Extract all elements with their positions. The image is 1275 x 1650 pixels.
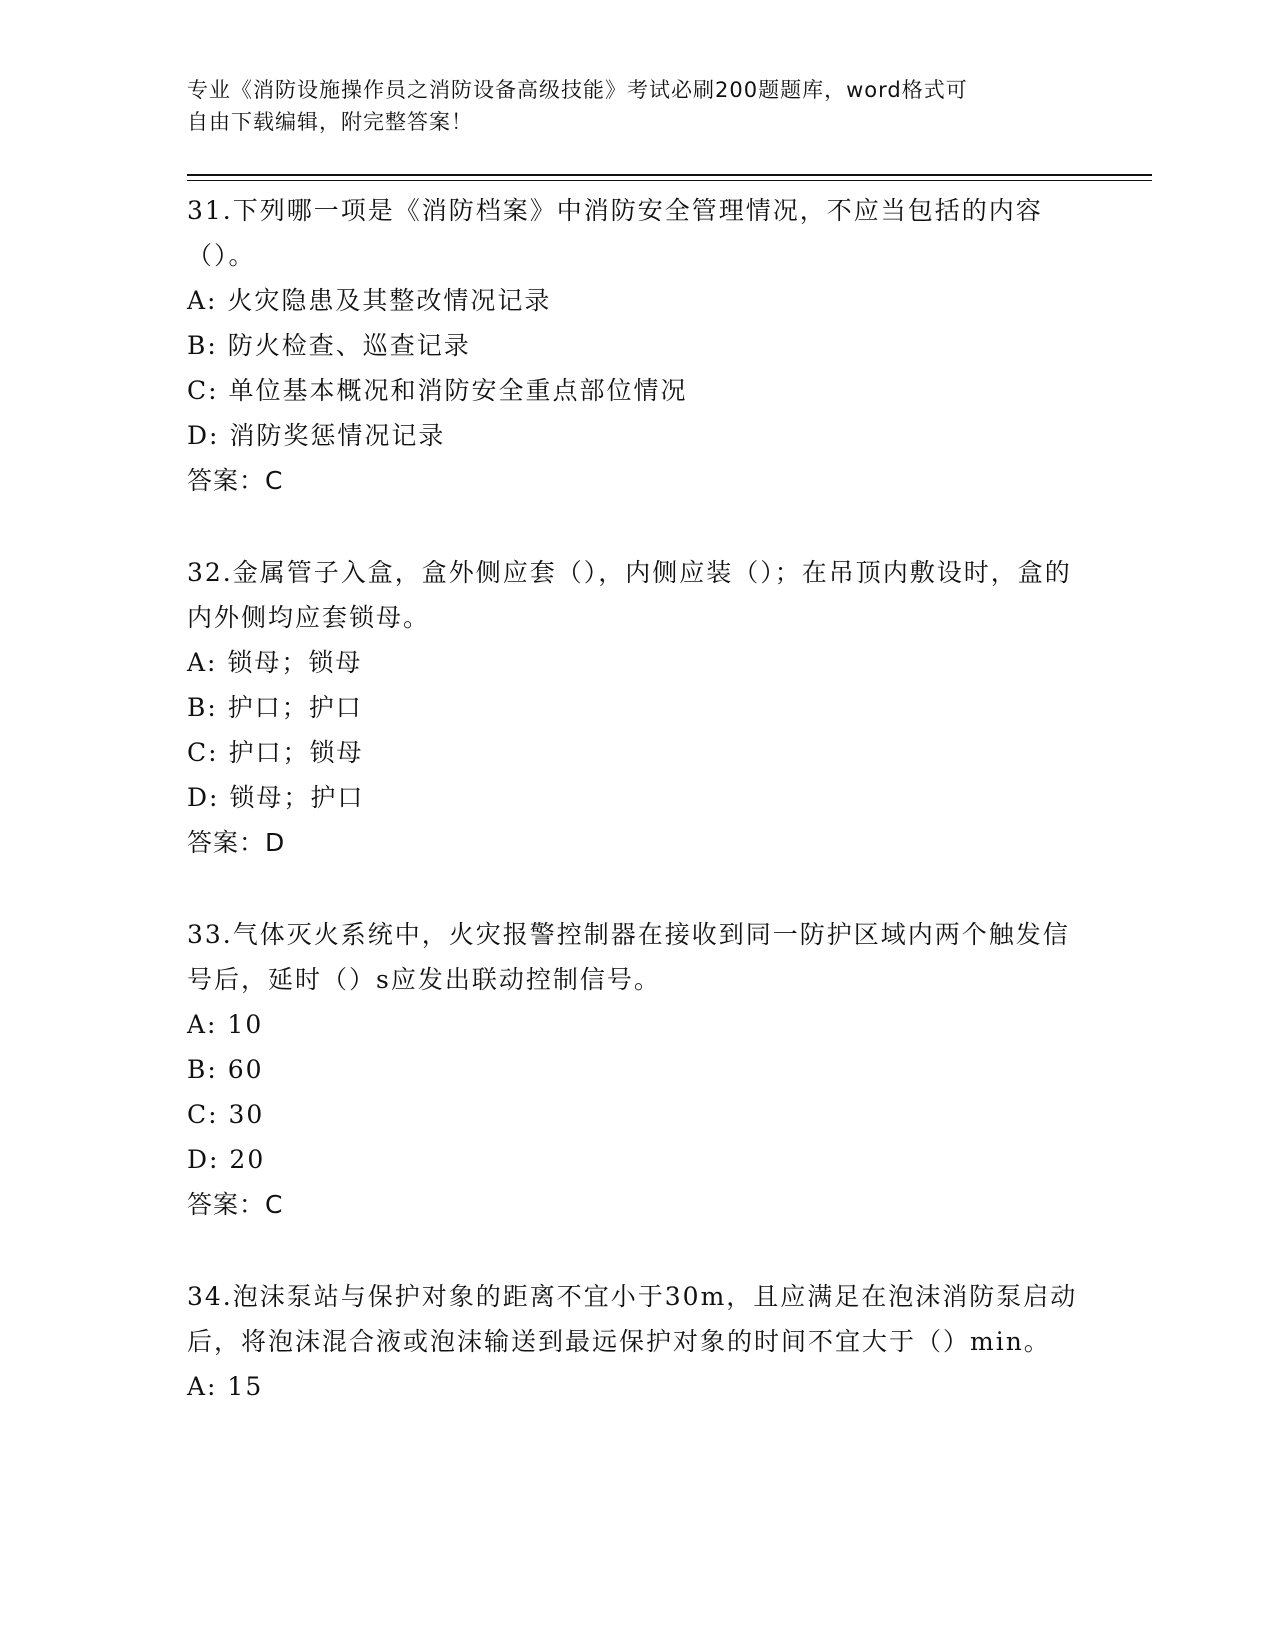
question-31: [187, 188, 1087, 503]
question-text: 31.下列哪一项是《消防档案》中消防安全管理情况，不应当包括的内容（）。: [187, 196, 1043, 270]
question-list: [187, 188, 1087, 1456]
option-b: B: 防火检查、巡查记录: [187, 331, 471, 360]
option-a: A: 锁母；锁母: [187, 648, 363, 677]
answer: 答案：C: [187, 1190, 284, 1219]
option-c: C: 单位基本概况和消防安全重点部位情况: [187, 376, 688, 405]
question-34: [187, 1274, 1087, 1409]
header-divider-thin: [187, 180, 1152, 181]
question-text: 32.金属管子入盒，盒外侧应套（），内侧应装（）；在吊顶内敷设时，盒的内外侧均应套锁母。: [187, 558, 1072, 632]
option-d: D: 20: [187, 1145, 266, 1174]
question-text: 34.泡沫泵站与保护对象的距离不宜小于30m，且应满足在泡沫消防泵启动后，将泡沫混合液或泡沫输送到最远保护对象的时间不宜大于（）min。: [187, 1282, 1078, 1356]
question-32: [187, 550, 1087, 865]
option-c: C: 护口；锁母: [187, 738, 364, 767]
option-a: A: 10: [187, 1010, 264, 1039]
header-line-1: 专业《消防设施操作员之消防设备高级技能》考试必刷200题题库，word格式可: [187, 78, 968, 102]
question-33: [187, 912, 1087, 1227]
option-d: D: 消防奖惩情况记录: [187, 421, 446, 450]
header-divider-thick: [187, 174, 1152, 176]
header-line-2: 自由下载编辑，附完整答案！: [187, 110, 473, 134]
option-d: D: 锁母；护口: [187, 783, 365, 812]
option-b: B: 60: [187, 1055, 264, 1084]
option-a: A: 15: [187, 1372, 264, 1401]
answer: 答案：D: [187, 828, 286, 857]
question-text: 33.气体灭火系统中，火灾报警控制器在接收到同一防护区域内两个触发信号后，延时（）s应发出联动控制信号。: [187, 920, 1070, 994]
answer: 答案：C: [187, 466, 284, 495]
document-header: [187, 74, 1087, 138]
option-c: C: 30: [187, 1100, 265, 1129]
option-a: A: 火灾隐患及其整改情况记录: [187, 286, 552, 315]
option-b: B: 护口；护口: [187, 693, 363, 722]
